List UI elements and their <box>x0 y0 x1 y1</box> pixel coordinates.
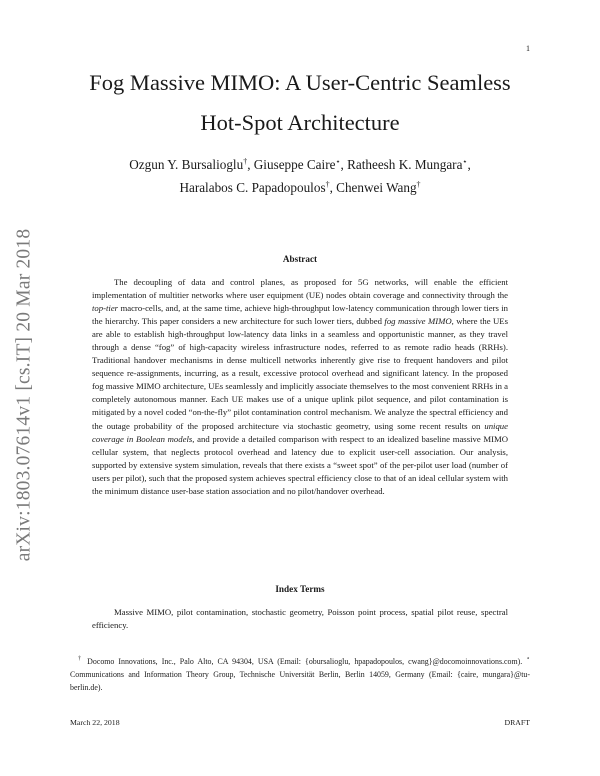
title-line-1: Fog Massive MIMO: A User-Centric Seamless <box>89 70 511 95</box>
abstract-paragraph <box>92 276 508 498</box>
author-name: Giuseppe Caire <box>253 157 336 172</box>
abstract-emphasis: fog massive MIMO <box>384 316 452 327</box>
title-line-2: Hot-Spot Architecture <box>200 110 400 135</box>
footnote-mark: ⋆ <box>526 656 531 662</box>
affiliation-mark: ⋆ <box>335 157 341 166</box>
author-line-1 <box>90 153 510 176</box>
footer-draft-label: DRAFT <box>504 718 530 727</box>
abstract-text: , where the UEs are able to establish high-throughput low-latency data links in a seamless and opportunistic manner, as they travel through a dense “fog” of high-capacity wireless infrastructure nodes, referred to as remote radio heads (RRHs). Traditional handover mechanisms in dense multicell networks inherently give rise to frequent handovers and pilot sequence re-assignments, incurring, as a result, excessive protocol overhead and significant latency. In the proposed fog massive MIMO architecture, UEs seamlessly and implicitly associate themselves to the most convenient RRHs in a completely autonomous manner. Each UE makes use of a unique uplink pilot sequence, and pilot contamination is mitigated by a novel coded “on-the-fly” pilot contamination control mechanism. We analyze the spectral efficiency and the outage probability of the proposed architecture via stochastic geometry, using some recent results on <box>92 316 508 431</box>
affiliation-mark: † <box>325 180 330 189</box>
author-separator: , <box>329 180 337 195</box>
affiliation-mark: ⋆ <box>462 157 468 166</box>
author-separator: , <box>340 157 348 172</box>
arxiv-stamp <box>13 210 35 580</box>
footnote-text: Docomo Innovations, Inc., Palo Alto, CA 94304, USA (Email: {obursalioglu, hpapadopoulos, cwang}@docomoinnovations.com). <box>83 657 527 666</box>
abstract-body <box>92 276 508 498</box>
abstract-emphasis: unique coverage in Boolean models <box>92 420 508 444</box>
author-separator: , <box>247 157 254 172</box>
affiliation-mark: † <box>243 157 248 166</box>
author-name: Ratheesh K. Mungara <box>347 157 463 172</box>
abstract-text: macro-cells, and, at the same time, achieve high-throughput low-latency communication through lower tiers in the hierarchy. This paper considers a new architecture for such lower tiers, dubbed <box>92 303 508 327</box>
abstract-text: The decoupling of data and control planes, as proposed for 5G networks, will enable the efficient implementation of multitier networks where user equipment (UE) nodes obtain coverage and connectivity through the <box>92 277 508 301</box>
index-terms-heading: Index Terms <box>275 584 325 594</box>
arxiv-identifier: arXiv:1803.07614v1 [cs.IT] 20 Mar 2018 <box>13 228 35 562</box>
index-terms-text: Massive MIMO, pilot contamination, stochastic geometry, Poisson point process, spatial pilot reuse, spectral efficiency. <box>92 607 508 631</box>
page-number: 1 <box>526 44 530 53</box>
author-separator: , <box>467 157 471 172</box>
affiliation-mark: † <box>416 180 421 189</box>
author-line-2 <box>90 176 510 199</box>
author-name: Chenwei Wang <box>336 180 417 195</box>
abstract-emphasis: top-tier <box>92 303 119 314</box>
footnote-paragraph <box>70 656 530 695</box>
paper-title <box>50 63 550 143</box>
author-name: Ozgun Y. Bursalioglu <box>129 157 244 172</box>
affiliation-footnote <box>70 656 530 695</box>
footer-date: March 22, 2018 <box>70 718 120 727</box>
index-terms-body <box>92 606 508 632</box>
footnote-text: Communications and Information Theory Group, Technische Universität Berlin, Berlin 14059, Germany (Email: {caire, mungara}@tu-berlin.de). <box>70 669 530 692</box>
author-name: Haralabos C. Papadopoulos <box>179 180 326 195</box>
abstract-heading: Abstract <box>282 254 318 264</box>
abstract-text: , and provide a detailed comparison with respect to an idealized baseline massive MIMO cellular system, that neglects protocol overhead and latency due to explicit user-cell association. Our analysis, supported by extensive system simulation, reveals that there exists a “sweet spot” of the per-pilot user load (number of users per pilot), such that the proposed system achieves spectral efficiency close to that of an ideal cellular system with the minimum distance user-base station association and no pilot/handover overhead. <box>92 433 509 496</box>
footnote-mark: † <box>78 656 84 662</box>
author-list <box>90 153 510 199</box>
